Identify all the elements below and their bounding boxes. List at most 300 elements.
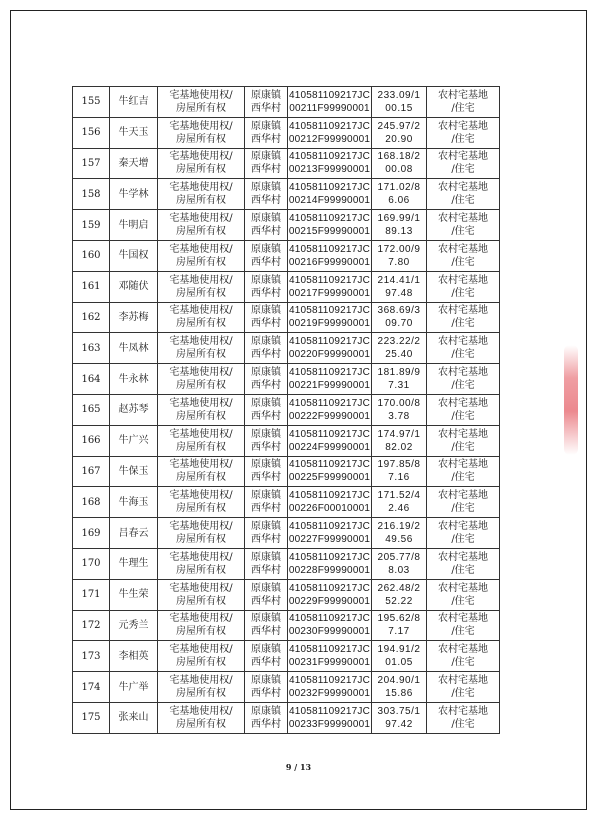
location-line: 西华村 [251,102,281,114]
location-line: 西华村 [251,380,281,392]
unit-code-line: 00219F99990001 [288,318,371,330]
area-cell [372,271,427,302]
land-use-line: /住宅 [451,226,475,238]
land-use-line: /住宅 [451,472,475,484]
row-number-cell: 171 [73,579,110,610]
area-line: 49.56 [385,534,413,546]
rights-type-cell [158,240,245,271]
table-row [73,87,500,118]
land-use-cell [427,456,500,487]
unit-code-line: 410581109217JC [288,551,371,563]
area-line: 8.03 [388,564,410,576]
owner-name-cell: 赵苏琴 [110,394,158,425]
land-use-line: /住宅 [451,349,475,361]
table-row [73,579,500,610]
location-line: 原康镇 [251,459,281,471]
location-cell [245,518,288,549]
row-number-cell: 157 [73,148,110,179]
unit-code-cell [288,210,372,241]
location-line: 西华村 [251,133,281,145]
row-number-cell: 165 [73,394,110,425]
land-use-line: /住宅 [451,718,475,730]
table-row [73,487,500,518]
location-cell [245,641,288,672]
rights-type-cell [158,117,245,148]
land-use-cell [427,548,500,579]
land-use-cell [427,425,500,456]
land-use-line: 农村宅基地 [438,521,488,533]
area-cell [372,487,427,518]
area-line: 7.17 [388,626,410,638]
area-line: 169.99/1 [377,213,421,225]
owner-name-cell: 牛保玉 [110,456,158,487]
location-line: 西华村 [251,287,281,299]
owner-name-cell: 牛广举 [110,672,158,703]
owner-name-cell: 牛理生 [110,548,158,579]
rights-type-line: 宅基地使用权/ [169,397,233,409]
land-use-line: 农村宅基地 [438,182,488,194]
rights-type-line: 房屋所有权 [176,503,226,515]
location-cell [245,210,288,241]
unit-code-line: 00215F99990001 [288,226,371,238]
area-cell [372,394,427,425]
location-cell [245,87,288,118]
unit-code-cell [288,148,372,179]
location-line: 原康镇 [251,243,281,255]
land-use-cell [427,148,500,179]
land-use-line: 农村宅基地 [438,89,488,101]
land-use-cell [427,394,500,425]
location-line: 原康镇 [251,644,281,656]
unit-code-line: 410581109217JC [288,613,371,625]
land-use-cell [427,641,500,672]
area-line: 170.00/8 [377,397,421,409]
area-line: 197.85/8 [377,459,421,471]
row-number-cell: 173 [73,641,110,672]
unit-code-line: 410581109217JC [288,120,371,132]
rights-type-cell [158,302,245,333]
rights-type-line: 房屋所有权 [176,657,226,669]
land-use-cell [427,240,500,271]
unit-code-line: 410581109217JC [288,243,371,255]
location-line: 西华村 [251,318,281,330]
area-line: 97.48 [385,287,413,299]
unit-code-cell [288,548,372,579]
owner-name-cell: 牛红吉 [110,87,158,118]
land-use-line: 农村宅基地 [438,582,488,594]
rights-type-cell [158,394,245,425]
location-cell [245,548,288,579]
location-line: 原康镇 [251,490,281,502]
rights-type-line: 房屋所有权 [176,226,226,238]
owner-name-cell: 牛海玉 [110,487,158,518]
area-line: 214.41/1 [377,274,421,286]
row-number-cell: 168 [73,487,110,518]
rights-type-line: 房屋所有权 [176,164,226,176]
location-cell [245,271,288,302]
table-row [73,702,500,733]
location-line: 原康镇 [251,305,281,317]
rights-type-line: 宅基地使用权/ [169,336,233,348]
unit-code-line: 00224F99990001 [288,441,371,453]
row-number-cell: 170 [73,548,110,579]
location-cell [245,302,288,333]
location-line: 原康镇 [251,582,281,594]
rights-type-line: 房屋所有权 [176,102,226,114]
rights-type-line: 房屋所有权 [176,688,226,700]
table-row [73,394,500,425]
table-row [73,641,500,672]
location-line: 原康镇 [251,151,281,163]
rights-type-line: 宅基地使用权/ [169,182,233,194]
unit-code-line: 00229F99990001 [288,595,371,607]
unit-code-line: 410581109217JC [288,521,371,533]
table-row [73,425,500,456]
rights-type-line: 房屋所有权 [176,441,226,453]
land-use-line: 农村宅基地 [438,367,488,379]
owner-name-cell: 牛学林 [110,179,158,210]
land-use-line: /住宅 [451,564,475,576]
land-use-line: 农村宅基地 [438,120,488,132]
rights-type-cell [158,641,245,672]
area-line: 20.90 [385,133,413,145]
area-cell [372,456,427,487]
location-line: 西华村 [251,164,281,176]
unit-code-line: 410581109217JC [288,151,371,163]
unit-code-line: 00214F99990001 [288,195,371,207]
land-use-line: /住宅 [451,595,475,607]
rights-type-line: 宅基地使用权/ [169,521,233,533]
location-line: 原康镇 [251,336,281,348]
rights-type-line: 宅基地使用权/ [169,490,233,502]
unit-code-cell [288,641,372,672]
rights-type-line: 房屋所有权 [176,718,226,730]
location-line: 原康镇 [251,551,281,563]
location-line: 西华村 [251,195,281,207]
area-cell [372,302,427,333]
rights-type-line: 房屋所有权 [176,534,226,546]
land-use-cell [427,302,500,333]
rights-type-cell [158,364,245,395]
area-line: 245.97/2 [377,120,421,132]
area-line: 7.16 [388,472,410,484]
unit-code-line: 410581109217JC [288,428,371,440]
area-line: 6.06 [388,195,410,207]
location-line: 西华村 [251,657,281,669]
row-number-cell: 160 [73,240,110,271]
location-cell [245,456,288,487]
land-use-line: /住宅 [451,195,475,207]
rights-type-line: 房屋所有权 [176,564,226,576]
land-use-line: 农村宅基地 [438,459,488,471]
land-use-line: 农村宅基地 [438,305,488,317]
red-seal-stamp-edge [564,345,578,455]
area-line: 262.48/2 [377,582,421,594]
owner-name-cell: 牛凤林 [110,333,158,364]
rights-type-cell [158,87,245,118]
table-row [73,333,500,364]
row-number-cell: 155 [73,87,110,118]
property-records-table [72,86,500,734]
unit-code-cell [288,702,372,733]
table-row [73,610,500,641]
unit-code-line: 410581109217JC [288,213,371,225]
rights-type-line: 宅基地使用权/ [169,367,233,379]
location-line: 西华村 [251,595,281,607]
row-number-cell: 172 [73,610,110,641]
area-line: 195.62/8 [377,613,421,625]
unit-code-line: 00230F99990001 [288,626,371,638]
area-cell [372,548,427,579]
owner-name-cell: 牛永林 [110,364,158,395]
rights-type-line: 宅基地使用权/ [169,305,233,317]
area-line: 194.91/2 [377,644,421,656]
rights-type-cell [158,579,245,610]
rights-type-line: 宅基地使用权/ [169,213,233,225]
owner-name-cell: 牛明启 [110,210,158,241]
location-line: 原康镇 [251,213,281,225]
unit-code-line: 00221F99990001 [288,380,371,392]
unit-code-line: 410581109217JC [288,582,371,594]
area-line: 01.05 [385,657,413,669]
location-line: 西华村 [251,472,281,484]
location-line: 原康镇 [251,89,281,101]
location-cell [245,487,288,518]
location-cell [245,425,288,456]
area-cell [372,210,427,241]
location-line: 原康镇 [251,182,281,194]
land-use-line: /住宅 [451,657,475,669]
owner-name-cell: 元秀兰 [110,610,158,641]
location-cell [245,148,288,179]
land-use-cell [427,117,500,148]
location-cell [245,579,288,610]
rights-type-line: 宅基地使用权/ [169,151,233,163]
rights-type-line: 宅基地使用权/ [169,274,233,286]
row-number-cell: 174 [73,672,110,703]
location-line: 西华村 [251,534,281,546]
land-use-line: /住宅 [451,410,475,422]
land-use-line: /住宅 [451,318,475,330]
row-number-cell: 164 [73,364,110,395]
unit-code-cell [288,333,372,364]
land-use-line: 农村宅基地 [438,675,488,687]
location-cell [245,394,288,425]
owner-name-cell: 秦天增 [110,148,158,179]
unit-code-line: 410581109217JC [288,182,371,194]
table-row [73,548,500,579]
unit-code-cell [288,610,372,641]
row-number-cell: 161 [73,271,110,302]
land-use-cell [427,271,500,302]
area-cell [372,579,427,610]
location-line: 西华村 [251,226,281,238]
land-use-cell [427,702,500,733]
location-line: 西华村 [251,626,281,638]
location-cell [245,240,288,271]
area-line: 171.02/8 [377,182,421,194]
owner-name-cell: 牛生荣 [110,579,158,610]
land-use-cell [427,672,500,703]
table-row [73,364,500,395]
unit-code-cell [288,87,372,118]
location-cell [245,672,288,703]
rights-type-line: 房屋所有权 [176,195,226,207]
unit-code-line: 410581109217JC [288,490,371,502]
unit-code-cell [288,425,372,456]
rights-type-cell [158,548,245,579]
land-use-line: /住宅 [451,380,475,392]
area-cell [372,610,427,641]
land-use-line: 农村宅基地 [438,274,488,286]
rights-type-line: 宅基地使用权/ [169,675,233,687]
unit-code-line: 410581109217JC [288,644,371,656]
area-line: 368.69/3 [377,305,421,317]
land-use-line: 农村宅基地 [438,490,488,502]
location-line: 西华村 [251,688,281,700]
unit-code-line: 00232F99990001 [288,688,371,700]
row-number-cell: 167 [73,456,110,487]
rights-type-line: 房屋所有权 [176,256,226,268]
owner-name-cell: 李相英 [110,641,158,672]
land-use-cell [427,364,500,395]
unit-code-line: 410581109217JC [288,675,371,687]
rights-type-cell [158,179,245,210]
land-use-line: 农村宅基地 [438,551,488,563]
area-line: 97.42 [385,718,413,730]
rights-type-line: 宅基地使用权/ [169,459,233,471]
land-use-line: 农村宅基地 [438,705,488,717]
unit-code-line: 410581109217JC [288,274,371,286]
table-row [73,672,500,703]
unit-code-cell [288,179,372,210]
owner-name-cell: 李苏梅 [110,302,158,333]
land-use-line: /住宅 [451,256,475,268]
unit-code-line: 410581109217JC [288,367,371,379]
land-use-line: 农村宅基地 [438,243,488,255]
table-row [73,240,500,271]
land-use-line: /住宅 [451,534,475,546]
rights-type-line: 房屋所有权 [176,595,226,607]
unit-code-line: 00213F99990001 [288,164,371,176]
area-cell [372,672,427,703]
rights-type-cell [158,672,245,703]
unit-code-line: 00222F99990001 [288,410,371,422]
location-line: 原康镇 [251,428,281,440]
rights-type-cell [158,702,245,733]
rights-type-cell [158,210,245,241]
rights-type-cell [158,456,245,487]
land-use-line: /住宅 [451,287,475,299]
unit-code-line: 00212F99990001 [288,133,371,145]
location-cell [245,333,288,364]
row-number-cell: 158 [73,179,110,210]
owner-name-cell: 牛国权 [110,240,158,271]
area-line: 233.09/1 [377,89,421,101]
rights-type-line: 房屋所有权 [176,133,226,145]
location-line: 原康镇 [251,613,281,625]
table-row [73,179,500,210]
location-line: 原康镇 [251,274,281,286]
location-line: 原康镇 [251,367,281,379]
land-use-cell [427,518,500,549]
land-use-line: /住宅 [451,164,475,176]
land-use-cell [427,179,500,210]
records-table-body [73,87,500,734]
unit-code-line: 00228F99990001 [288,564,371,576]
unit-code-cell [288,518,372,549]
area-line: 171.52/4 [377,490,421,502]
rights-type-line: 宅基地使用权/ [169,428,233,440]
area-cell [372,425,427,456]
unit-code-cell [288,302,372,333]
table-row [73,271,500,302]
rights-type-line: 宅基地使用权/ [169,89,233,101]
table-row [73,210,500,241]
rights-type-cell [158,610,245,641]
table-row [73,302,500,333]
land-use-cell [427,579,500,610]
area-line: 174.97/1 [377,428,421,440]
area-line: 172.00/9 [377,243,421,255]
land-use-cell [427,87,500,118]
location-line: 原康镇 [251,521,281,533]
location-line: 西华村 [251,349,281,361]
unit-code-line: 410581109217JC [288,89,371,101]
land-use-line: /住宅 [451,688,475,700]
land-use-line: /住宅 [451,102,475,114]
location-line: 西华村 [251,564,281,576]
land-use-line: /住宅 [451,441,475,453]
area-line: 168.18/2 [377,151,421,163]
location-line: 西华村 [251,256,281,268]
area-cell [372,641,427,672]
area-cell [372,87,427,118]
unit-code-line: 00233F99990001 [288,718,371,730]
area-line: 00.08 [385,164,413,176]
unit-code-cell [288,240,372,271]
table-row [73,117,500,148]
land-use-line: 农村宅基地 [438,613,488,625]
unit-code-cell [288,364,372,395]
rights-type-line: 宅基地使用权/ [169,644,233,656]
rights-type-line: 宅基地使用权/ [169,705,233,717]
rights-type-line: 宅基地使用权/ [169,120,233,132]
land-use-line: 农村宅基地 [438,336,488,348]
area-cell [372,117,427,148]
owner-name-cell: 牛天玉 [110,117,158,148]
area-line: 7.31 [388,380,410,392]
rights-type-line: 房屋所有权 [176,318,226,330]
location-cell [245,702,288,733]
owner-name-cell: 邓随伏 [110,271,158,302]
land-use-cell [427,487,500,518]
rights-type-line: 宅基地使用权/ [169,582,233,594]
unit-code-line: 410581109217JC [288,336,371,348]
area-line: 216.19/2 [377,521,421,533]
rights-type-line: 房屋所有权 [176,472,226,484]
unit-code-line: 00225F99990001 [288,472,371,484]
area-line: 89.13 [385,226,413,238]
rights-type-cell [158,333,245,364]
location-line: 原康镇 [251,397,281,409]
area-line: 3.78 [388,410,410,422]
rights-type-cell [158,487,245,518]
unit-code-cell [288,456,372,487]
area-line: 223.22/2 [377,336,421,348]
location-line: 西华村 [251,503,281,515]
area-line: 15.86 [385,688,413,700]
